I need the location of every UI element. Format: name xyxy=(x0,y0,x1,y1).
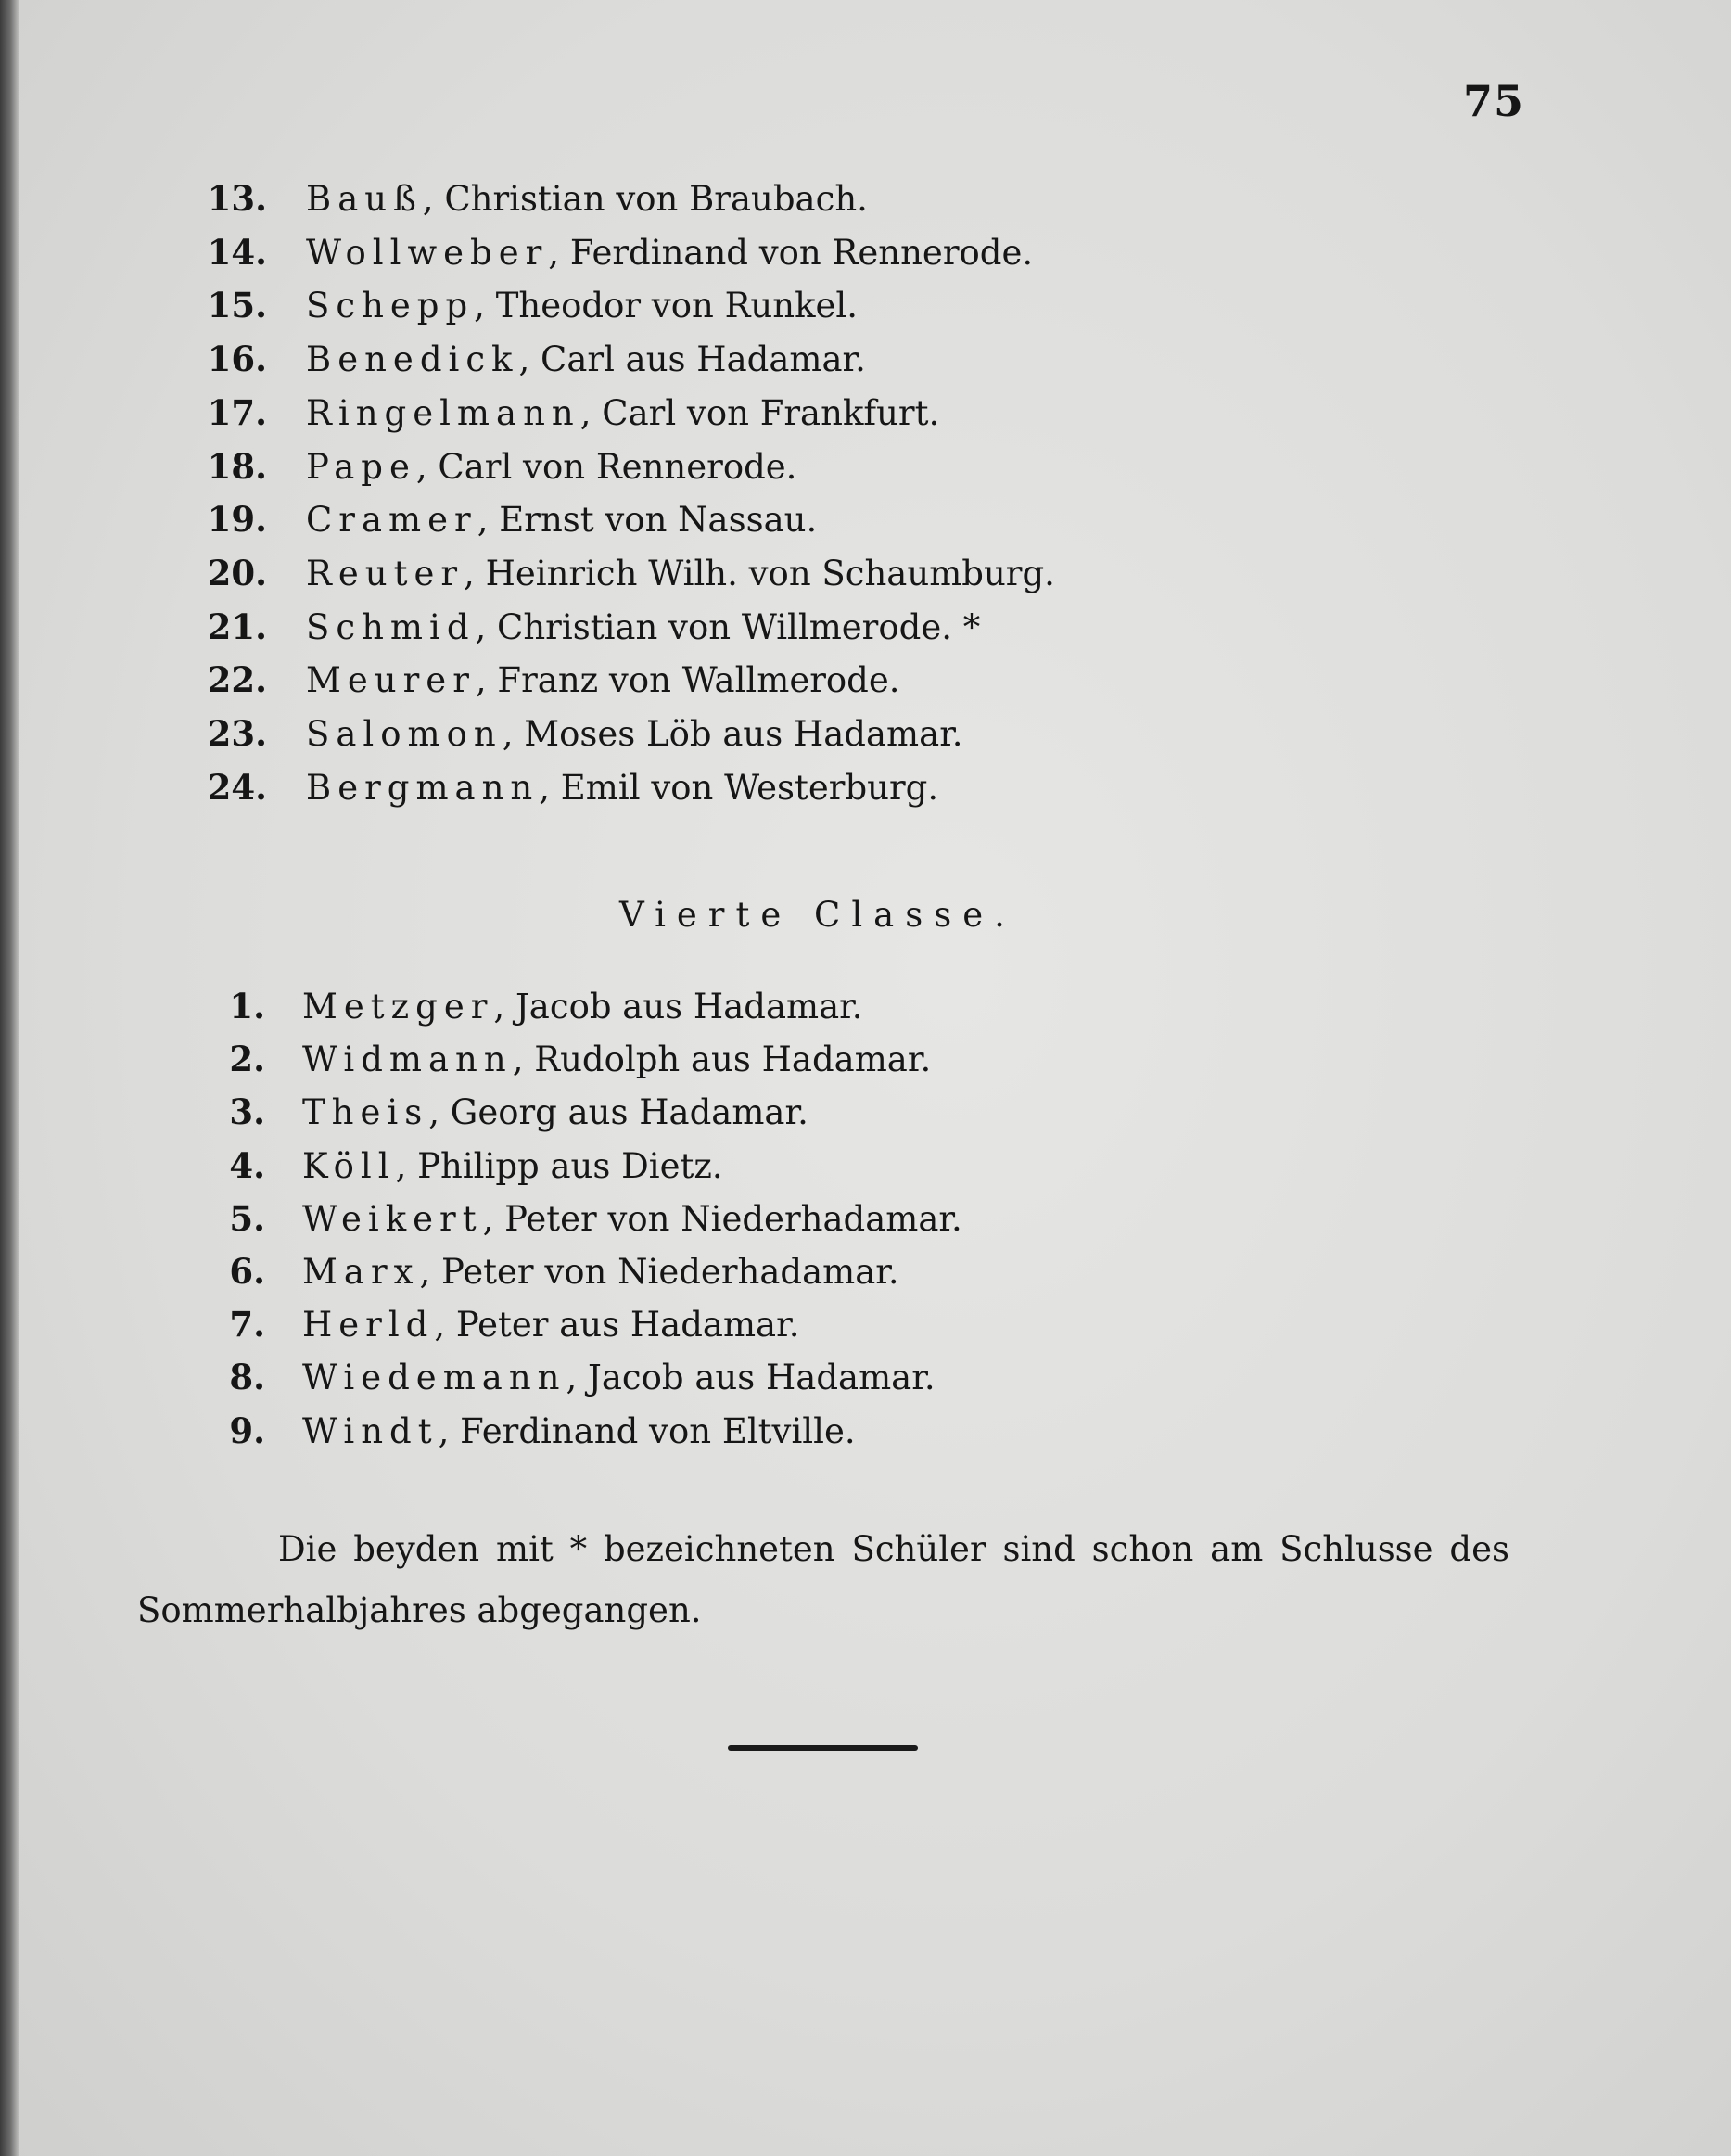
entry-text xyxy=(302,1140,723,1193)
list-item xyxy=(0,333,1731,386)
student-name-origin: Christian von Willmerode. * xyxy=(497,606,981,647)
student-name-origin: Peter von Niederhadamar. xyxy=(441,1252,899,1292)
student-name-origin: Rudolph aus Hadamar. xyxy=(534,1040,932,1080)
student-surname: Windt xyxy=(302,1410,439,1451)
student-name-origin: Theodor von Runkel. xyxy=(495,286,858,326)
comma-separator: , xyxy=(548,232,570,273)
list-item xyxy=(0,387,1731,440)
entry-text xyxy=(306,333,866,386)
list-item xyxy=(0,654,1731,707)
student-surname: Schepp xyxy=(306,286,475,326)
entry-number: 7. xyxy=(229,1304,265,1346)
list-item xyxy=(0,1405,1731,1458)
comma-separator: , xyxy=(428,1092,451,1133)
student-surname: Metzger xyxy=(302,987,494,1027)
student-name-origin: Ferdinand von Eltville. xyxy=(460,1410,856,1451)
comma-separator: , xyxy=(539,767,561,808)
student-surname: Bergmann xyxy=(306,767,540,808)
student-surname: Bauß xyxy=(306,179,423,219)
entry-number: 6. xyxy=(229,1251,265,1292)
entry-text xyxy=(306,547,1055,600)
entry-text xyxy=(306,708,963,760)
list-item xyxy=(0,1140,1731,1193)
student-surname: Benedick xyxy=(306,339,519,380)
comma-separator: , xyxy=(474,286,496,326)
list-item xyxy=(0,547,1731,600)
comma-separator: , xyxy=(477,500,500,541)
entry-text xyxy=(306,654,900,707)
entry-text xyxy=(302,1033,931,1086)
list-item xyxy=(0,1298,1731,1351)
entry-number: 14. xyxy=(207,231,267,273)
entry-number: 17. xyxy=(207,391,267,433)
entry-number: 23. xyxy=(207,713,267,754)
entry-text xyxy=(306,279,858,332)
student-surname: Meurer xyxy=(306,660,476,701)
page-number: 75 xyxy=(1463,76,1525,126)
footnote: Die beyden mit * bezeichneten Schüler sind schon am Schlusse des Sommerhalbjahres abgegangen. xyxy=(137,1529,1509,1630)
list-item xyxy=(0,1086,1731,1139)
comma-separator: , xyxy=(493,987,515,1027)
student-name-origin: Peter von Niederhadamar. xyxy=(504,1198,962,1239)
student-surname: Marx xyxy=(302,1252,420,1292)
entry-number: 5. xyxy=(229,1197,265,1239)
list-item xyxy=(0,279,1731,332)
student-surname: Theis xyxy=(302,1092,429,1133)
entry-number: 2. xyxy=(229,1039,265,1080)
comma-separator: , xyxy=(475,606,498,647)
comma-separator: , xyxy=(579,392,603,433)
list-item xyxy=(0,172,1731,225)
comma-separator: , xyxy=(419,1252,442,1292)
comma-separator: , xyxy=(415,446,439,487)
list-item xyxy=(0,1245,1731,1298)
student-name-origin: Georg aus Hadamar. xyxy=(450,1092,808,1133)
student-name-origin: Carl von Frankfurt. xyxy=(602,392,940,433)
student-surname: Köll xyxy=(302,1145,396,1186)
entry-text xyxy=(302,1193,962,1245)
entry-number: 16. xyxy=(207,338,267,380)
list-item xyxy=(0,226,1731,279)
student-name-origin: Franz von Wallmerode. xyxy=(497,660,900,701)
student-name-origin: Ferdinand von Rennerode. xyxy=(569,232,1034,273)
entry-text xyxy=(302,1405,856,1458)
entry-text xyxy=(306,172,868,225)
student-name-origin: Christian von Braubach. xyxy=(444,179,868,219)
list-item xyxy=(0,440,1731,493)
comma-separator: , xyxy=(502,714,525,754)
student-name-origin: Jacob aus Hadamar. xyxy=(515,987,863,1027)
student-surname: Weikert xyxy=(302,1198,483,1239)
entry-text xyxy=(306,761,938,814)
section-heading: Vierte Classe. xyxy=(619,895,1016,935)
entry-number: 24. xyxy=(207,766,267,808)
entry-text xyxy=(302,1351,936,1404)
student-name-origin: Carl aus Hadamar. xyxy=(541,339,866,380)
entry-text xyxy=(306,387,939,440)
student-name-origin: Jacob aus Hadamar. xyxy=(588,1358,936,1398)
comma-separator: , xyxy=(434,1305,456,1346)
list-item xyxy=(0,493,1731,546)
comma-separator: , xyxy=(566,1358,589,1398)
entry-number: 19. xyxy=(207,499,267,541)
student-surname: Cramer xyxy=(306,500,477,541)
entry-text xyxy=(306,601,980,654)
entry-text xyxy=(306,493,817,546)
student-surname: Wiedemann xyxy=(302,1358,566,1398)
list-item xyxy=(0,1351,1731,1404)
student-surname: Widmann xyxy=(302,1040,513,1080)
student-name-origin: Heinrich Wilh. von Schaumburg. xyxy=(485,553,1055,593)
list-item xyxy=(0,761,1731,814)
student-surname: Herld xyxy=(302,1305,435,1346)
student-surname: Wollweber xyxy=(306,232,549,273)
list-item xyxy=(0,708,1731,760)
comma-separator: , xyxy=(395,1145,418,1186)
student-name-origin: Philipp aus Dietz. xyxy=(417,1145,723,1186)
comma-separator: , xyxy=(482,1198,505,1239)
entry-number: 3. xyxy=(229,1091,265,1133)
entry-number: 13. xyxy=(207,178,267,219)
student-surname: Pape xyxy=(306,446,416,487)
entry-text xyxy=(306,440,796,493)
comma-separator: , xyxy=(438,1410,461,1451)
entry-number: 9. xyxy=(229,1410,265,1451)
entry-text xyxy=(302,980,863,1033)
entry-number: 21. xyxy=(207,606,267,647)
student-name-origin: Emil von Westerburg. xyxy=(560,767,939,808)
entry-number: 8. xyxy=(229,1357,265,1398)
entry-number: 22. xyxy=(207,659,267,701)
comma-separator: , xyxy=(475,660,498,701)
student-name-origin: Peter aus Hadamar. xyxy=(455,1305,800,1346)
student-name-origin: Carl von Rennerode. xyxy=(438,446,797,487)
student-surname: Schmid xyxy=(306,606,476,647)
student-name-origin: Moses Löb aus Hadamar. xyxy=(524,714,963,754)
comma-separator: , xyxy=(518,339,541,380)
entry-text xyxy=(306,226,1033,279)
list-item xyxy=(0,1033,1731,1086)
entry-number: 1. xyxy=(229,986,265,1027)
comma-separator: , xyxy=(512,1040,535,1080)
list-item xyxy=(0,1193,1731,1245)
entry-number: 20. xyxy=(207,552,267,593)
student-surname: Salomon xyxy=(306,714,503,754)
entry-text xyxy=(302,1086,808,1139)
closing-rule xyxy=(728,1745,918,1751)
student-surname: Reuter xyxy=(306,553,465,593)
entry-text xyxy=(302,1298,799,1351)
student-surname: Ringelmann xyxy=(306,392,580,433)
entry-number: 18. xyxy=(207,445,267,487)
list-item xyxy=(0,980,1731,1033)
list-item xyxy=(0,601,1731,654)
comma-separator: , xyxy=(422,179,445,219)
student-name-origin: Ernst von Nassau. xyxy=(499,500,818,541)
entry-number: 4. xyxy=(229,1144,265,1186)
entry-text xyxy=(302,1245,899,1298)
comma-separator: , xyxy=(464,553,486,593)
entry-number: 15. xyxy=(207,285,267,326)
